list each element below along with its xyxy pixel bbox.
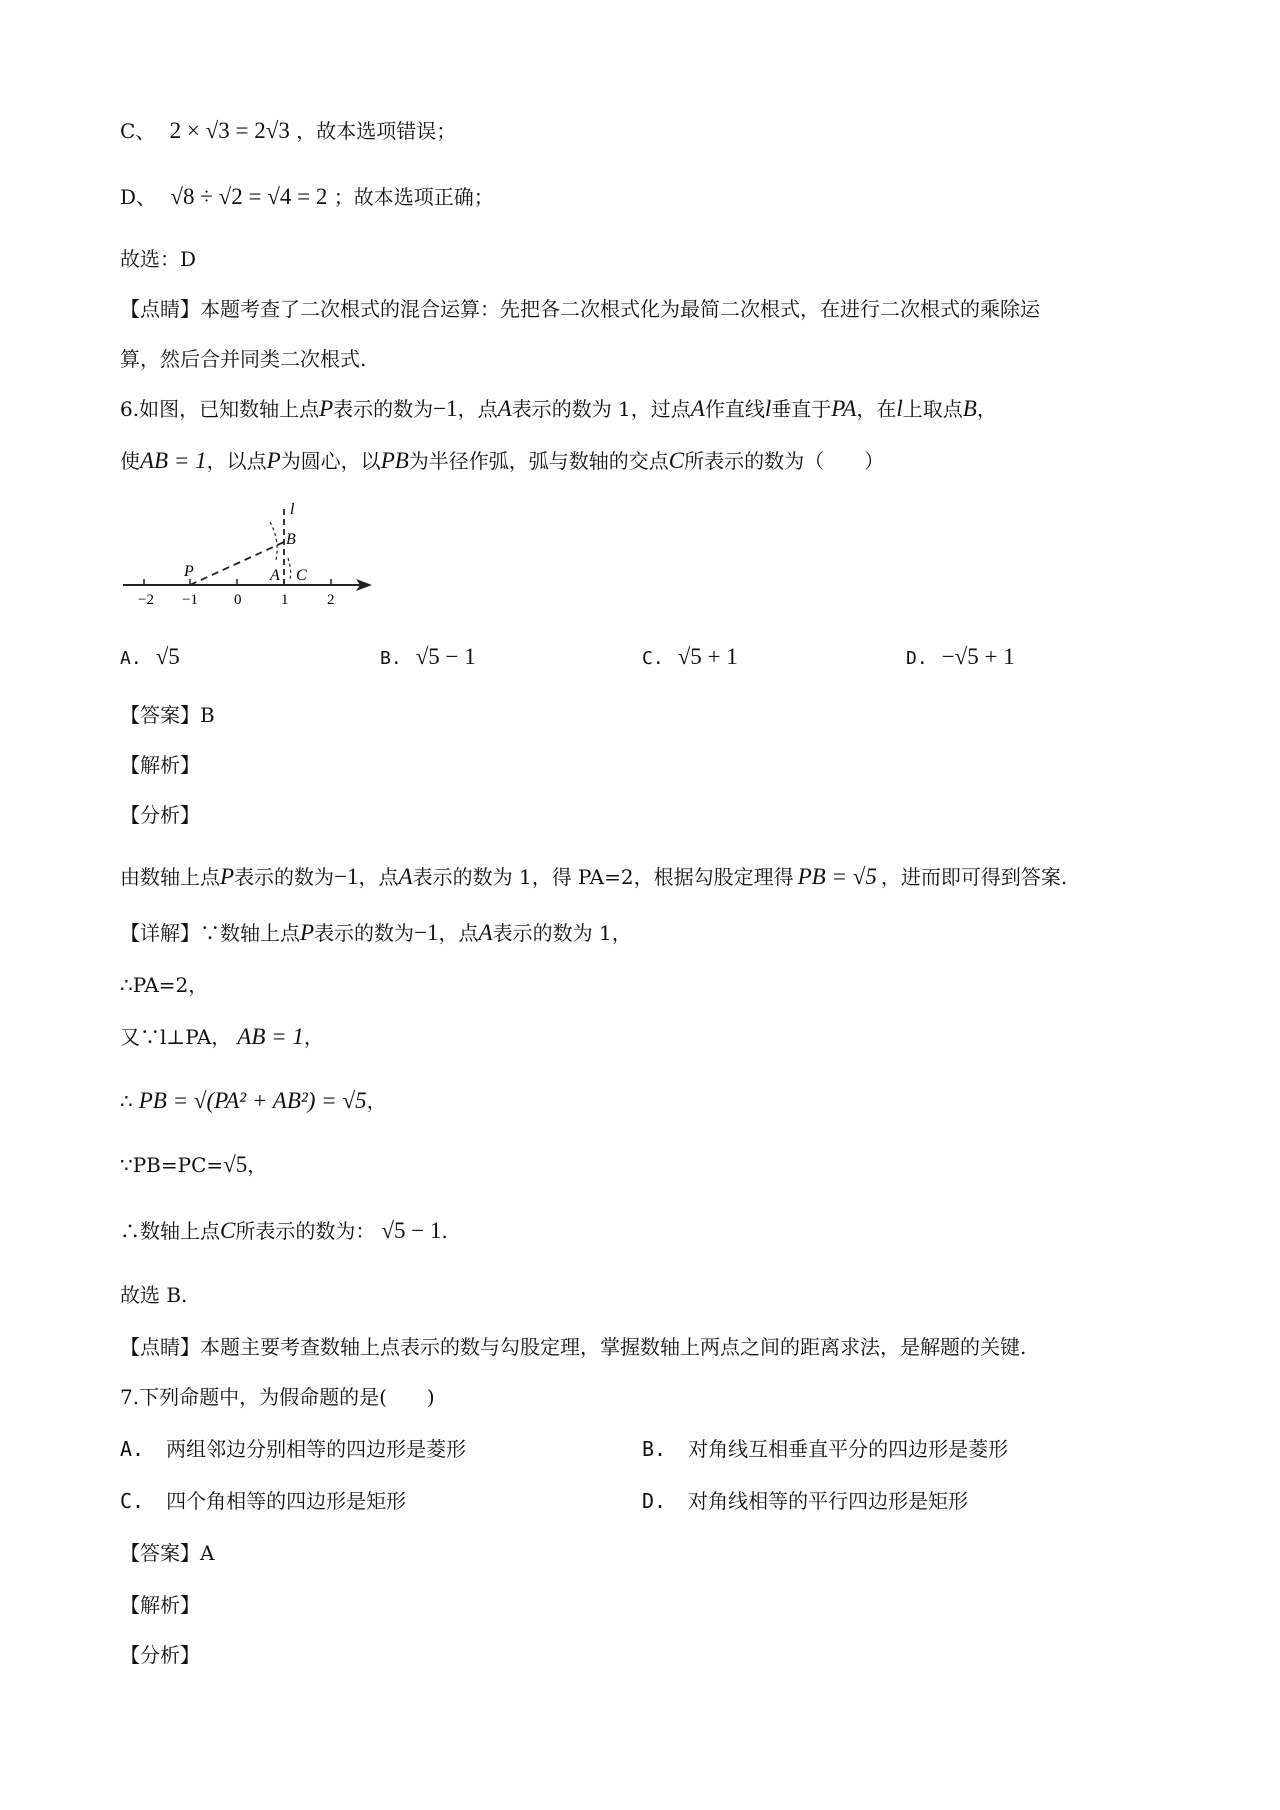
prev-comment-line-2: 算，然后合并同类二次根式. [120, 347, 367, 371]
q6-analysis-heading: 【解析】 [120, 753, 200, 777]
tick-label: 1 [281, 592, 289, 608]
q6-step-3: ∴ PB = √(PA² + AB²) = √5， [120, 1088, 387, 1113]
math-expression: √8 ÷ √2 = √4 = 2 [170, 184, 328, 209]
point-label-p: P [184, 563, 194, 580]
q6-option-c: C. √5 + 1 [642, 644, 738, 669]
q6-step-2: 又∵l⊥PA， AB = 1， [120, 1024, 324, 1049]
point-label-a: A [270, 567, 280, 584]
number-line-figure [120, 500, 380, 610]
prev-choice: 故选：D [120, 247, 197, 271]
q7-option-c: C. 四个角相等的四边形是矩形 [120, 1489, 407, 1513]
q6-step-5: ∴数轴上点C所表示的数为： √5 − 1. [120, 1218, 448, 1243]
arc [270, 522, 277, 560]
prev-option-c: C、 2 × √3 = 2√3 ，故本选项错误； [120, 118, 457, 143]
q7-answer: 【答案】A [120, 1541, 215, 1565]
q6-option-a: A. √5 [120, 644, 180, 669]
q6-step-4: ∵PB=PC=√5， [120, 1152, 268, 1177]
math-expression: 2 × √3 = 2√3 [169, 118, 290, 143]
q6-choice: 故选 B. [120, 1283, 188, 1307]
q6-option-d: D. −√5 + 1 [906, 644, 1015, 669]
line-label-l: l [290, 501, 295, 518]
q6-step-1: ∴PA=2， [120, 973, 209, 997]
prev-comment-line-1: 【点睛】本题考查了二次根式的混合运算：先把各二次根式化为最简二次根式，在进行二次根式的乘除运 [120, 297, 1040, 321]
q6-option-b: B. √5 − 1 [380, 644, 476, 669]
q6-stem-line-1: 6.如图，已知数轴上点P表示的数为−1，点A表示的数为 1，过点A作直线l垂直于PA，在l上取点B， [120, 396, 997, 421]
tick-label: 0 [234, 592, 242, 608]
arc-lower [288, 558, 291, 580]
q7-option-b: B. 对角线互相垂直平分的四边形是菱形 [642, 1437, 1009, 1461]
prev-option-d: D、 √8 ÷ √2 = √4 = 2 ；故本选项正确； [120, 184, 494, 209]
q6-fenxi-heading: 【分析】 [120, 803, 200, 827]
q7-analysis-heading: 【解析】 [120, 1593, 200, 1617]
q7-option-d: D. 对角线相等的平行四边形是矩形 [642, 1489, 969, 1513]
q7-option-a: A. 两组邻边分别相等的四边形是菱形 [120, 1437, 467, 1461]
point-label-c: C [296, 567, 307, 584]
q6-answer: 【答案】B [120, 703, 215, 727]
q6-stem-line-2: 使AB = 1，以点P为圆心，以PB为半径作弧，弧与数轴的交点C所表示的数为（ ） [120, 448, 885, 473]
q6-detail-line: 【详解】∵数轴上点P表示的数为−1，点A表示的数为 1， [120, 920, 632, 945]
tick-label: −2 [138, 592, 154, 608]
q6-fenxi-text: 由数轴上点P表示的数为−1，点A表示的数为 1，得 PA=2，根据勾股定理得 PB = √5 ，进而即可得到答案. [120, 864, 1068, 889]
tick-label: 2 [327, 592, 335, 608]
point-label-b: B [286, 531, 296, 548]
tick-label: −1 [182, 592, 198, 608]
q6-comment: 【点睛】本题主要考查数轴上点表示的数与勾股定理，掌握数轴上两点之间的距离求法，是解题的关键. [120, 1335, 1027, 1359]
q7-fenxi-heading: 【分析】 [120, 1643, 200, 1667]
q7-stem: 7.下列命题中，为假命题的是( ) [120, 1385, 435, 1409]
